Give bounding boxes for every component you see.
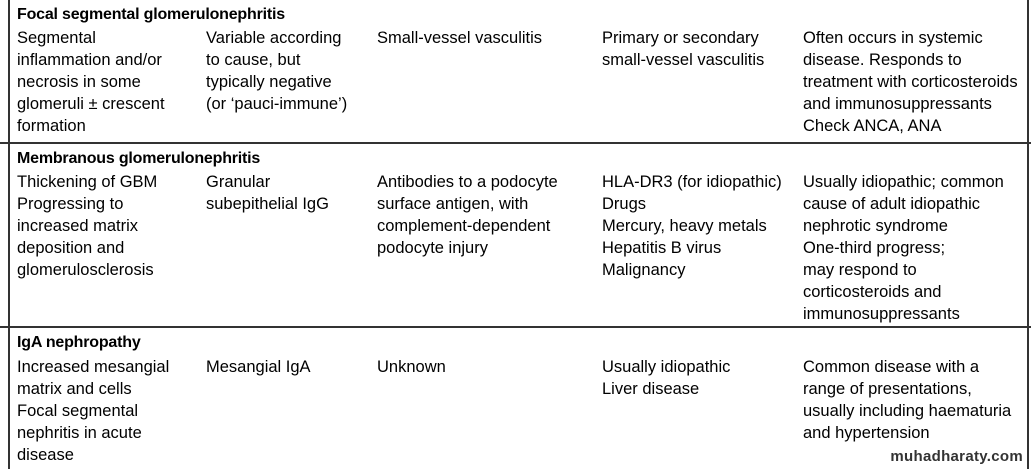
row-heading: IgA nephropathy [17,334,141,351]
row-heading: Membranous glomerulonephritis [17,150,261,167]
table-row-membranous [0,144,1031,328]
associations-cell: HLA-DR3 (for idiopathic) Drugs Mercury, heavy metals Hepatitis B virus Malignancy [602,173,782,279]
watermark: muhadharaty.com [884,446,1025,465]
notes-cell: Common disease with a range of presentations, usually including haematuria and hypertension [803,358,1012,442]
left-border [8,0,10,142]
right-border [1027,0,1029,142]
notes-cell: Often occurs in systemic disease. Responds to treatment with corticosteroids and immunosuppressants Check ANCA, ANA [803,29,1018,135]
notes-cell: Usually idiopathic; common cause of adult idiopathic nephrotic syndrome One-third progress; may respond to corticosteroids and immunosuppressants [803,173,1004,323]
left-border [8,328,10,469]
mechanism-cell: Antibodies to a podocyte surface antigen, with complement-dependent podocyte injury [377,173,558,257]
mechanism-cell: Unknown [377,358,446,376]
mechanism-cell: Small-vessel vasculitis [377,29,543,47]
row-heading: Focal segmental glomerulonephritis [17,6,285,23]
histology-cell: Thickening of GBM Progressing to increased matrix deposition and glomerulosclerosis [17,173,158,279]
left-border [8,144,10,326]
immunofluorescence-cell: Granular subepithelial IgG [206,173,329,213]
right-border [1027,328,1029,469]
histology-cell: Segmental inflammation and/or necrosis in some glomeruli ± crescent formation [17,29,165,135]
histology-cell: Increased mesangial matrix and cells Focal segmental nephritis in acute disease [17,358,170,464]
right-border [1027,144,1029,326]
table-row-focal-segmental [0,0,1031,144]
immunofluorescence-cell: Variable according to cause, but typically negative (or ‘pauci-immune’) [206,29,348,113]
associations-cell: Usually idiopathic Liver disease [602,358,731,398]
table-row-iga-nephropathy [0,328,1031,469]
immunofluorescence-cell: Mesangial IgA [206,358,311,376]
associations-cell: Primary or secondary small-vessel vasculitis [602,29,765,69]
